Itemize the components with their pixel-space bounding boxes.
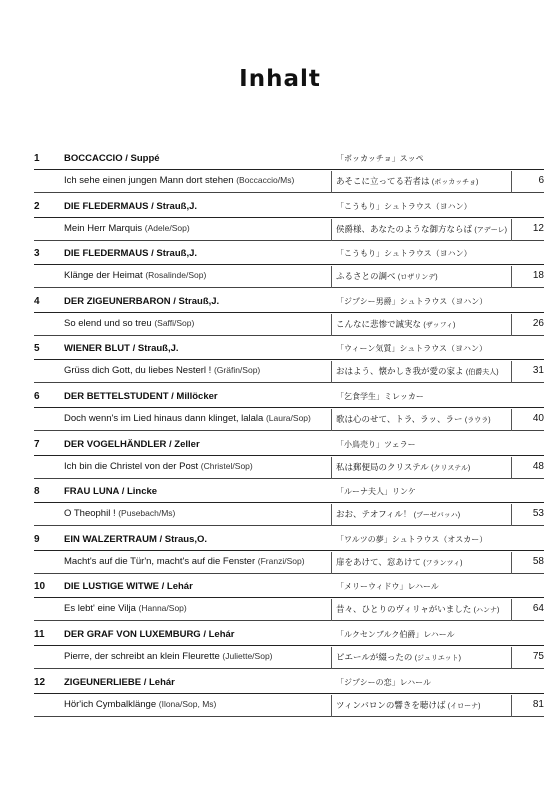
song-title [64,556,305,567]
song-title [64,318,194,329]
song-roles-japanese: (フランツィ) [423,559,463,567]
column-divider [331,361,332,383]
toc-entry[interactable] [34,152,544,200]
song-title [64,603,187,614]
column-divider [511,599,512,621]
column-divider [511,314,512,336]
song-roles: (Pusebach/Ms) [118,508,176,519]
entry-song-row [34,361,544,383]
toc-entry[interactable] [34,342,544,390]
work-title-japanese: 「小鳥売り」ツェラー [336,439,416,449]
entry-number: 8 [34,486,40,498]
work-title: EIN WALZERTRAUM / Straus,O. [64,533,208,545]
entry-number: 9 [34,533,40,545]
song-title-text: Ich sehe einen jungen Mann dort stehen [64,175,234,186]
song-title-japanese-text: ピエールが綴ったの [336,651,413,662]
song-title-japanese-text: こんなに悲惨で誠実な [336,318,422,329]
toc-entry[interactable] [34,676,544,724]
column-divider [331,599,332,621]
entry-song-row [34,647,544,669]
song-roles: (Juliette/Sop) [222,650,273,661]
song-roles: (Gräfin/Sop) [213,365,261,376]
song-title-text: Es lebt' eine Vilja [64,603,136,615]
work-title: WIENER BLUT / Strauß,J. [64,343,179,355]
song-title [64,365,260,376]
song-title [64,651,273,662]
column-divider [511,266,512,288]
work-title: DER ZIGEUNERBARON / Strauß,J. [64,295,220,307]
song-roles: (Hanna/Sop) [138,603,187,614]
song-roles: (Franzi/Sop) [257,555,305,566]
entry-song-row [34,266,544,288]
entry-number: 10 [34,581,46,593]
song-roles-japanese: (プーゼバッハ) [413,512,461,520]
song-title [64,413,311,424]
work-title-japanese: 「ルーナ夫人」リンケ [336,487,416,497]
song-title-japanese-text: 昔々、ひとりのヴィリャがいました [336,604,472,615]
song-title-japanese-text: 扉をあけて、窓あけて [336,556,421,567]
song-roles-japanese: (ロザリンデ) [397,274,438,282]
song-title-japanese [336,365,499,377]
entry-header-row [34,295,544,313]
song-title [64,699,216,710]
entry-song-row [34,552,544,574]
song-title-japanese [336,461,470,473]
song-title-text: So elend und so treu [64,317,152,329]
toc-entry[interactable] [34,390,544,438]
entry-header-row [34,342,544,360]
song-roles-japanese: (クリステル) [431,464,471,472]
song-title-japanese [336,556,462,568]
song-title-japanese-text: おお、テオフィル！ [336,509,412,520]
page-title: Inhalt [239,66,321,92]
page-number: 75 [532,650,544,662]
song-title-japanese-text: 歌は心のせて、トラ、ラッ、ラー [336,413,463,424]
song-title-japanese [336,651,461,663]
entry-header-row [34,533,544,551]
entry-header-row [34,390,544,408]
work-title-japanese: 「メリーウィドウ」レハール [336,582,439,592]
column-divider [511,552,512,574]
entry-number: 5 [34,343,40,355]
work-title: DER VOGELHÄNDLER / Zeller [64,438,200,450]
song-title-japanese-text: ツィンバロンの響きを聴けば [336,699,446,710]
work-title-japanese: 「こうもり」シュトラウス（ヨハン） [336,201,472,211]
song-roles: (Saffi/Sop) [154,317,195,328]
song-title [64,270,206,281]
song-title-japanese-text: おはよう、懐かしき我が愛の家よ [336,366,464,377]
song-roles-japanese: (ラウラ) [464,416,491,424]
page-number: 64 [532,603,544,615]
song-title-japanese [336,270,438,282]
column-divider [511,695,512,717]
song-roles-japanese: (アデーレ) [474,226,507,234]
song-roles: (Christel/Sop) [200,460,253,471]
column-divider [331,266,332,288]
page-number: 18 [532,270,544,282]
page-number: 40 [532,412,544,424]
entry-song-row [34,695,544,717]
toc-entry[interactable] [34,533,544,581]
column-divider [331,695,332,717]
work-title-japanese: 「ルクセンブルク伯爵」レハール [336,629,455,639]
entry-number: 7 [34,438,40,450]
page-number: 53 [532,508,544,520]
page-number: 58 [532,555,544,567]
entry-header-row [34,200,544,218]
page-number: 12 [532,222,544,234]
toc-entry[interactable] [34,628,544,676]
column-divider [511,647,512,669]
song-roles-japanese: (ハンナ) [473,607,500,615]
work-title: DIE FLEDERMAUS / Strauß,J. [64,248,198,260]
song-title-japanese [336,699,480,711]
column-divider [331,219,332,241]
song-title-japanese [336,508,460,520]
toc-entry[interactable] [34,438,544,486]
column-divider [331,552,332,574]
entry-song-row [34,314,544,336]
song-title [64,175,294,186]
column-divider [511,409,512,431]
column-divider [331,171,332,193]
entry-number: 4 [34,295,40,307]
song-roles-japanese: (ジュリエット) [414,654,461,662]
song-roles: (Boccaccio/Ms) [236,175,295,185]
column-divider [331,647,332,669]
song-title-text: Pierre, der schreibt an klein Fleurette [64,650,220,662]
song-roles-japanese: (伯爵夫人) [465,369,499,377]
work-title-japanese: 「ウィーン気質」シュトラウス（ヨハン） [336,344,487,354]
work-title-japanese: 「乞食学生」ミレッカー [336,391,424,401]
entry-song-row [34,219,544,241]
page-number: 48 [532,460,544,472]
column-divider [331,409,332,431]
song-title-japanese-text: 私は郵便局のクリステル [336,461,429,472]
work-title: DIE FLEDERMAUS / Strauß,J. [64,200,198,212]
toc-entry[interactable] [34,580,544,628]
entry-header-row [34,628,544,646]
song-title-text: Mein Herr Marquis [64,222,143,234]
work-title-japanese: 「ジプシー男爵」シュトラウス（ヨハン） [336,296,488,306]
entry-number: 2 [34,200,40,212]
entry-number: 11 [34,628,45,640]
column-divider [331,457,332,479]
song-title-japanese-text: 侯爵様、あなたのような御方ならば [336,223,473,234]
toc-entry[interactable] [34,485,544,533]
song-title-japanese [336,175,478,187]
song-title-text: Macht's auf die Tür'n, macht's auf die Fenster [64,555,256,567]
song-title-japanese [336,603,499,615]
entry-number: 6 [34,390,40,402]
work-title: BOCCACCIO / Suppé [64,153,160,164]
song-title [64,223,190,234]
entry-number: 1 [34,153,40,164]
work-title-japanese: 「ジプシーの恋」レハール [336,677,431,687]
entry-number: 3 [34,248,40,260]
work-title: DER GRAF VON LUXEMBURG / Lehár [64,628,235,640]
song-title-japanese-text: ふるさとの調べ [336,271,396,282]
song-title-japanese [336,413,491,425]
column-divider [511,457,512,479]
entry-header-row [34,438,544,456]
song-title [64,461,253,472]
song-roles-japanese: (イローナ) [447,702,481,710]
page-number: 81 [532,698,544,710]
song-title-text: Grüss dich Gott, du liebes Nesterl ! [64,365,212,377]
page-number: 6 [538,175,544,186]
song-title [64,508,175,519]
song-roles: (Laura/Sop) [265,412,311,423]
entry-header-row [34,580,544,598]
toc-entry[interactable] [34,247,544,295]
song-title-text: O Theophil ! [64,508,116,520]
song-title-japanese-text: あそこに立ってる若者は [336,176,430,186]
song-title-text: Ich bin die Christel von der Post [64,460,199,472]
column-divider [511,361,512,383]
entry-song-row [34,457,544,479]
song-roles: (Ilona/Sop, Ms) [158,698,217,709]
work-title: DIE LUSTIGE WITWE / Lehár [64,581,193,593]
work-title-japanese: 「ワルツの夢」シュトラウス（オスカー） [336,534,488,544]
entry-song-row [34,599,544,621]
page-number: 31 [532,365,544,377]
song-title-text: Doch wenn's im Lied hinaus dann klinget, lalala [64,412,264,424]
song-roles-japanese: (ボッカッチョ) [431,179,479,186]
column-divider [331,504,332,526]
table-of-contents [34,152,544,723]
entry-number: 12 [34,676,46,688]
song-title-text: Klänge der Heimat [64,270,143,282]
song-title-japanese [336,223,507,235]
work-title: ZIGEUNERLIEBE / Lehár [64,676,175,688]
work-title: FRAU LUNA / Lincke [64,486,158,498]
column-divider [331,314,332,336]
song-roles-japanese: (ザッフィ) [423,321,456,329]
work-title: DER BETTELSTUDENT / Millöcker [64,390,218,402]
entry-song-row [34,409,544,431]
song-title-text: Hör'ich Cymbalklänge [64,698,157,710]
toc-entry[interactable] [34,295,544,343]
entry-song-row [34,504,544,526]
toc-entry[interactable] [34,200,544,248]
work-title-japanese: 「ボッカッチョ」スッペ [336,154,424,163]
entry-header-row [34,485,544,503]
column-divider [511,504,512,526]
song-title-japanese [336,318,455,330]
entry-song-row [34,171,544,193]
song-roles: (Rosalinde/Sop) [145,270,207,281]
work-title-japanese: 「こうもり」シュトラウス（ヨハン） [336,249,472,259]
entry-header-row [34,152,544,170]
entry-header-row [34,247,544,265]
column-divider [511,171,512,193]
page-number: 26 [532,317,544,329]
entry-header-row [34,676,544,694]
song-roles: (Adele/Sop) [144,222,190,233]
column-divider [511,219,512,241]
